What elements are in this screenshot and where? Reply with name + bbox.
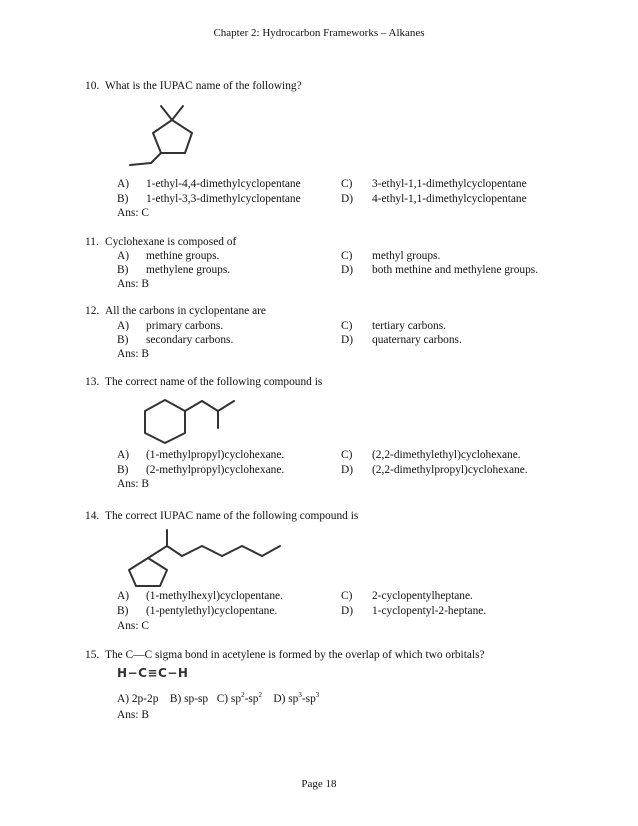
option-text: tertiary carbons. <box>372 320 447 332</box>
option-text: methyl groups. <box>372 250 441 262</box>
option-letter: C) <box>341 250 353 262</box>
answer-text: Ans: B <box>117 278 149 290</box>
question-11 <box>85 236 236 248</box>
question-number: 11. <box>85 236 99 248</box>
option-text: methylene groups. <box>146 264 231 276</box>
option-letter: D) <box>341 264 354 276</box>
option-text: 1-ethyl-3,3-dimethylcyclopentane <box>146 193 301 205</box>
answer-text: Ans: C <box>117 207 149 219</box>
option-text: (1-methylhexyl)cyclopentane. <box>146 590 283 602</box>
option-text: both methine and methylene groups. <box>372 264 539 276</box>
option-text: 1-ethyl-4,4-dimethylcyclopentane <box>146 178 301 190</box>
question-text: All the carbons in cyclopentane are <box>105 305 266 317</box>
question-12 <box>85 305 266 317</box>
option-letter: D) <box>341 464 354 476</box>
structure-2-cyclopentylheptane <box>120 528 295 590</box>
option-letter: B) <box>117 605 129 617</box>
question-number: 12. <box>85 305 100 317</box>
option-letter: B) <box>117 464 129 476</box>
option-letter: A) <box>117 178 130 190</box>
answer-text: Ans: C <box>117 620 149 632</box>
option-text: (1-methylpropyl)cyclohexane. <box>146 449 285 461</box>
option-letter: A) <box>117 449 130 461</box>
question-15 <box>85 649 485 661</box>
question-text: What is the IUPAC name of the following? <box>105 80 302 92</box>
question-number: 10. <box>85 80 100 92</box>
option-text: 2-cyclopentylheptane. <box>372 590 473 602</box>
question-text: The C—C sigma bond in acetylene is formed by the overlap of which two orbitals? <box>105 649 485 661</box>
question-text: The correct name of the following compound is <box>105 376 323 388</box>
option-text: (2,2-dimethylpropyl)cyclohexane. <box>372 464 528 476</box>
answer-text: Ans: B <box>117 348 149 360</box>
option-text: primary carbons. <box>146 320 224 332</box>
option-letter: A) <box>117 590 130 602</box>
option-d: D) $sp^3-sp^3$ <box>273 691 320 705</box>
option-text: (2-methylpropyl)cyclohexane. <box>146 464 285 476</box>
option-text: (2,2-dimethylethyl)cyclohexane. <box>372 449 521 461</box>
option-a: A) 2p-2p <box>117 693 159 705</box>
option-text: quaternary carbons. <box>372 334 462 346</box>
option-letter: C) <box>341 449 353 461</box>
page-footer: Page 18 <box>301 778 337 790</box>
option-letter: A) <box>117 320 130 332</box>
option-text: 3-ethyl-1,1-dimethylcyclopentane <box>372 178 527 190</box>
answer-text: Ans: B <box>117 709 149 721</box>
option-letter: C) <box>341 320 353 332</box>
structure-isobutylcyclohexane <box>140 396 240 444</box>
option-letter: C) <box>341 590 353 602</box>
structure-1-ethyl-3-3-dimethylcyclopentane <box>120 95 210 170</box>
option-letter: C) <box>341 178 353 190</box>
option-letter: D) <box>341 193 354 205</box>
inline-options <box>117 693 319 705</box>
acetylene-formula: H−C≡C−H <box>117 666 189 680</box>
answer-text: Ans: B <box>117 478 149 490</box>
option-letter: D) <box>341 605 354 617</box>
option-text: methine groups. <box>146 250 220 262</box>
question-13 <box>85 376 322 388</box>
question-number: 14. <box>85 510 100 522</box>
option-text: (1-pentylethyl)cyclopentane. <box>146 605 278 617</box>
option-letter: A) <box>117 250 130 262</box>
option-letter: B) <box>117 334 129 346</box>
question-text: The correct IUPAC name of the following compound is <box>105 510 359 522</box>
option-text: 4-ethyl-1,1-dimethylcyclopentane <box>372 193 527 205</box>
question-number: 13. <box>85 376 100 388</box>
option-c: C) $sp^2-sp^2$ <box>216 691 262 705</box>
option-text: 1-cyclopentyl-2-heptane. <box>372 605 487 617</box>
option-b: B) sp-sp <box>169 693 209 705</box>
question-14 <box>85 510 358 522</box>
option-letter: B) <box>117 264 129 276</box>
question-10 <box>85 80 302 92</box>
question-number: 15. <box>85 649 100 661</box>
option-letter: B) <box>117 193 129 205</box>
page-header: Chapter 2: Hydrocarbon Frameworks – Alkanes <box>213 27 425 39</box>
option-text: secondary carbons. <box>146 334 234 346</box>
question-text: Cyclohexane is composed of <box>105 236 237 248</box>
option-letter: D) <box>341 334 354 346</box>
